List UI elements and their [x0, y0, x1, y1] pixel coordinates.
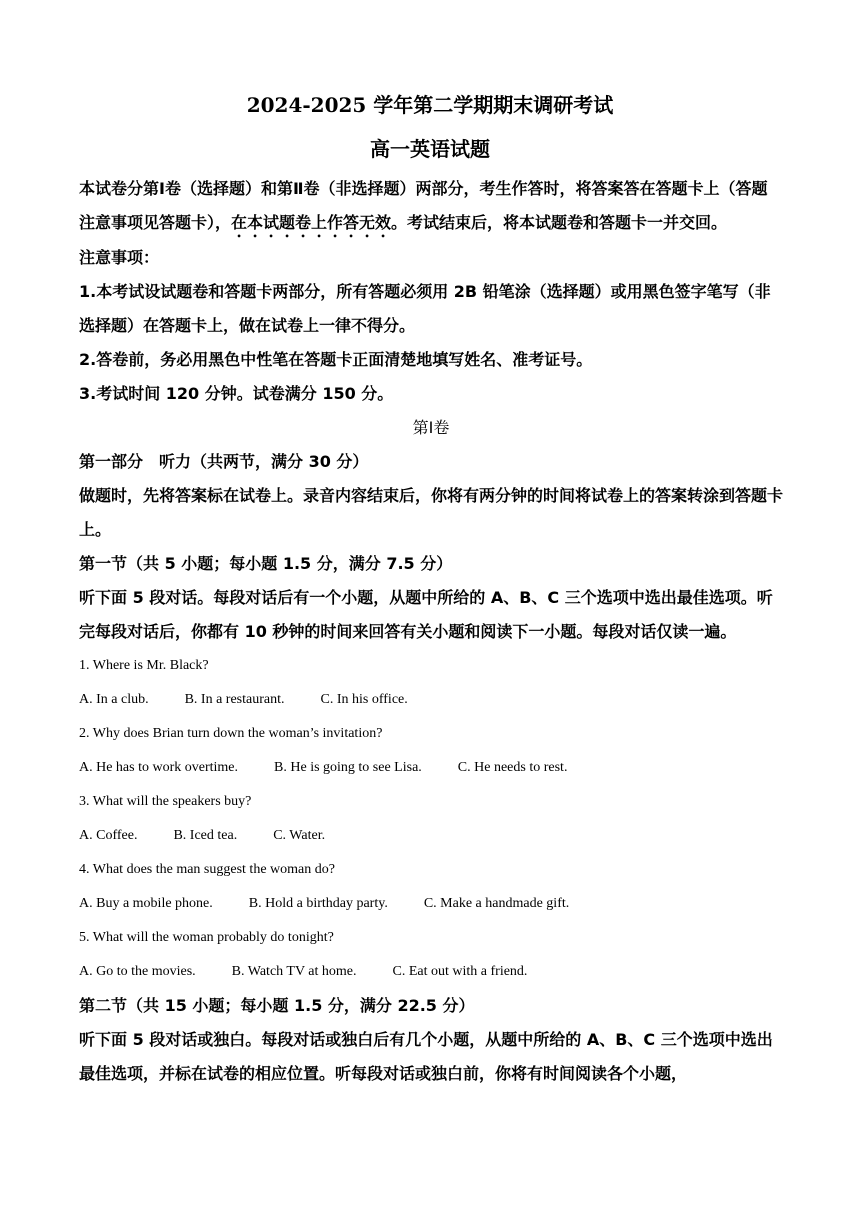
note-item-3: 3.考试时间 120 分钟。试卷满分 150 分。	[79, 384, 394, 403]
question-1-options	[79, 683, 783, 717]
option-a: A. In a club.	[79, 692, 149, 707]
part1-title: 第一部分 听力（共两节，满分 30 分）	[79, 452, 369, 471]
option-b: B. In a restaurant.	[184, 692, 285, 707]
option-a: A. He has to work overtime.	[79, 760, 239, 775]
exam-content	[79, 172, 783, 1091]
option-a: A. Buy a mobile phone.	[79, 896, 213, 911]
option-c: C. Water.	[273, 828, 326, 843]
intro-emphasis: 在本试题卷上作答无效	[231, 213, 392, 232]
section1-instruction: 听下面 5 段对话。每段对话后有一个小题，从题中所给的 A、B、C 三个选项中选出最佳选项。听完每段对话后，你都有 10 秒钟的时间来回答有关小题和阅读下一小题。每段对话仅读一遍。	[79, 588, 773, 641]
question-2-options	[79, 751, 783, 785]
notes-heading: 注意事项：	[79, 248, 160, 267]
note-item-2: 2.答卷前，务必用黑色中性笔在答题卡正面清楚地填写姓名、准考证号。	[79, 350, 593, 369]
section1-title: 第一节（共 5 小题；每小题 1.5 分，满分 7.5 分）	[79, 554, 453, 573]
question-2: 2. Why does Brian turn down the woman’s invitation?	[79, 726, 383, 741]
option-a: A. Coffee.	[79, 828, 138, 843]
exam-subtitle: 高一英语试题	[370, 137, 490, 161]
section2-instruction: 听下面 5 段对话或独白。每段对话或独白后有几个小题，从题中所给的 A、B、C 三个选项中选出最佳选项，并标在试卷的相应位置。听每段对话或独白前，你将有时间阅读各个小题，	[79, 1030, 773, 1083]
exam-title: 2024-2025 学年第二学期期末调研考试	[246, 93, 614, 117]
question-5: 5. What will the woman probably do tonight?	[79, 930, 334, 945]
option-b: B. He is going to see Lisa.	[274, 760, 422, 775]
option-b: B. Hold a birthday party.	[248, 896, 388, 911]
option-c: C. Eat out with a friend.	[392, 964, 528, 979]
option-b: B. Watch TV at home.	[231, 964, 357, 979]
question-3-options	[79, 819, 783, 853]
part1-instruction: 做题时，先将答案标在试卷上。录音内容结束后，你将有两分钟的时间将试卷上的答案转涂到答题卡上。	[79, 486, 784, 539]
intro-text-1: 本试卷分第Ⅰ卷（选择题）和第Ⅱ卷（非选择题）两部分，考生作答时，将答案答在答题卡上（答题注意事项见答题卡），	[79, 179, 768, 232]
question-3: 3. What will the speakers buy?	[79, 794, 252, 809]
question-4: 4. What does the man suggest the woman do?	[79, 862, 335, 877]
volume-title: 第Ⅰ卷	[412, 418, 450, 437]
option-b: B. Iced tea.	[173, 828, 238, 843]
section2-title: 第二节（共 15 小题；每小题 1.5 分，满分 22.5 分）	[79, 996, 475, 1015]
option-c: C. Make a handmade gift.	[423, 896, 570, 911]
question-5-options	[79, 955, 783, 989]
question-1: 1. Where is Mr. Black?	[79, 658, 209, 673]
option-c: C. In his office.	[320, 692, 408, 707]
note-item-1: 1.本考试设试题卷和答题卡两部分，所有答题必须用 2B 铅笔涂（选择题）或用黑色签字笔写（非选择题）在答题卡上，做在试卷上一律不得分。	[79, 282, 771, 335]
option-c: C. He needs to rest.	[457, 760, 568, 775]
intro-paragraph	[79, 172, 783, 241]
option-a: A. Go to the movies.	[79, 964, 196, 979]
question-4-options	[79, 887, 783, 921]
intro-text-2: 。考试结束后，将本试题卷和答题卡一并交回。	[391, 213, 728, 232]
